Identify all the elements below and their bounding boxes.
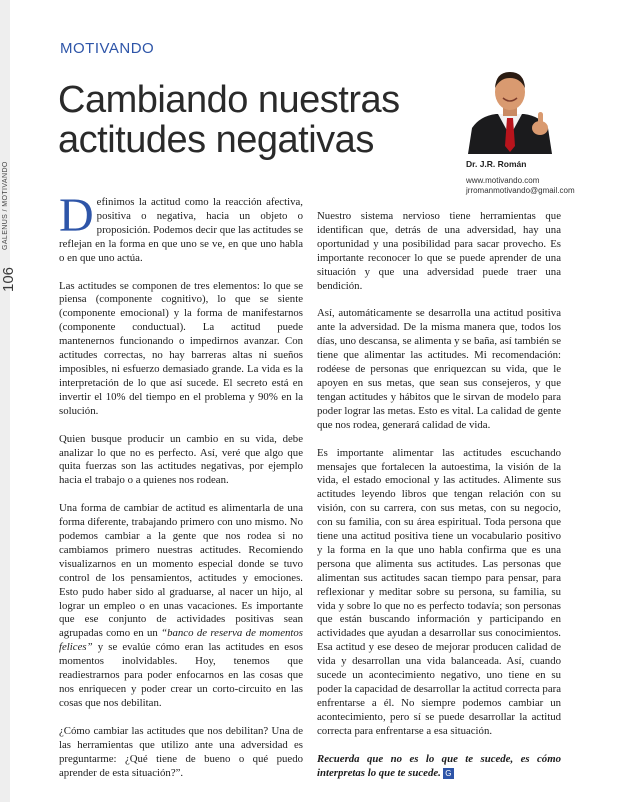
article-column-left: [59, 189, 303, 794]
article-title: Cambiando nuestras actitudes negativas: [58, 79, 400, 161]
running-head: GALENUS / MOTIVANDO: [2, 161, 9, 250]
paragraph: [59, 502, 303, 711]
paragraph: Las actitudes se componen de tres elementos: lo que se piensa (componente cognitivo), lo que se siente (componente emocional) y la forma de manifestarnos (componente conductual). La actitud puede mantenernos funcionando o impedirnos avanzar. Con actitudes correctas, no hay barreras altas ni sueños imposibles, ni esfuerzo demasiado grande. La vida es la interpretación de lo que así sucede. El secreto está en invertir el 10% del tiempo en el problema y 90% en la solución.: [59, 279, 303, 417]
author-email: jrromanmotivando@gmail.com: [466, 186, 575, 195]
paragraph-text: Una forma de cambiar de actitud es alimentarla de una forma diferente, trabajando primero con uno mismo. No podemos cambiar a la gente que nos rodea si no cambiamos primero nuestras actitudes. Recomiendo visualizarnos en un momento especial donde se tuvo control de los pensamientos, actitudes y emociones. Esto pudo haber sido al graduarse, al nacer un hijo, al lograr un empleo o en unas vacaciones. Es importante que ese conjunto de actividades positivas sean agrupadas como en un: [59, 502, 303, 640]
section-label: MOTIVANDO: [60, 40, 155, 57]
paragraph: ¿Cómo cambiar las actitudes que nos debilitan? Una de las herramientas que utilizo ante una adversidad es preguntarme: ¿Qué tiene de bueno o qué puedo aprender de esta situación?”.: [59, 724, 303, 779]
closing-quote: [317, 753, 561, 781]
paragraph: Quien busque producir un cambio en su vida, debe analizar lo que no es perfecto. Así, veré que algo que quita fuerzas son las actitudes negativas, por ejemplo hacia el trabajo o a quienes nos rodean.: [59, 432, 303, 487]
end-mark-icon: G: [443, 768, 454, 779]
closing-quote-text: Recuerda que no es lo que te sucede, es cómo interpretas lo que te sucede.: [317, 752, 561, 779]
paragraph: Es importante alimentar las actitudes escuchando mensajes que fortalecen la autoestima, la visión de la vida, el estado emocional y las actitudes. Alimente sus actitudes leyendo libros que tengan relación con su visión, con su carrera, con sus metas, con su negocio, con su familia, con su área espiritual. Toda persona que tiene una actitud positiva tiene un vocabulario positivo y la forma en la que uno habla confirma que es una persona que alimenta sus actitudes. Las personas que alimentan sus actitudes sacan tiempo para pensar, para reflexionar y meditar sobre su persona, su familia, su vida y sobre lo que no es perfecto todavía; son personas que están buscando información y participando en actividades que ayudan a desarrollar sus conocimientos. Esa actitud y ese deseo de mejorar producen calidad de vida y desarrollan una vida balanceada. Así, cuando sucede un acontecimiento negativo, uno tiene en su poder la capacidad de desarrollar la actitud correcta para enfrentarse a él. No siempre podemos cambiar un acontecimiento, pero sí se puede desarrollar la actitud correcta para enfrentarse a esa situación.: [317, 446, 561, 737]
article-column-right: [317, 210, 561, 794]
paragraph: Así, automáticamente se desarrolla una actitud positiva ante la adversidad. De la misma manera que, todos los días, uno descansa, se alimenta y se baña, así también se tiene que alimentar las actitudes. Mi recomendación: rodéese de personas que enriquezcan su vida, que le apoyen en sus metas, que sean sus consejeros, y que tengan actitudes y hábitos que le sirvan de modelo para poder lograr las metas. Esto es vital. La calidad de gente que nos rodea, generará calidad de vida.: [317, 307, 561, 431]
author-photo: [460, 66, 560, 154]
paragraph: Nuestro sistema nervioso tiene herramientas que identifican que, detrás de una adversidad, hay una oportunidad y una posibilidad para sacar provecho. Es importante reconocer lo que se puede aprender de una situación y que una adversidad puede traer una bendición.: [317, 210, 561, 292]
quoted-phrase: “banco de reserva de momentos felices”: [59, 627, 303, 654]
drop-cap: D: [59, 189, 94, 242]
paragraph-text: efinimos la actitud como la reacción afectiva, positiva o negativa, hacia un objeto o proposición. Podemos decir que las actitudes se reflejan en la forma en que uno se ve, en que uno habla o en que uno actúa.: [59, 196, 303, 264]
author-name: Dr. J.R. Román: [466, 159, 527, 169]
side-strip: [0, 0, 17, 802]
page-number: 106: [0, 266, 17, 292]
author-website: www.motivando.com: [466, 176, 540, 185]
paragraph-text: y se evalúe cómo eran las actitudes en esos momentos inolvidables. Hoy, tenemos que readiestrarnos para poder enfocarnos en las cosas que nos enriquecen y poder crear un corto-circuito en las cosas que nos debilitan.: [59, 641, 303, 709]
paragraph: [59, 189, 303, 266]
